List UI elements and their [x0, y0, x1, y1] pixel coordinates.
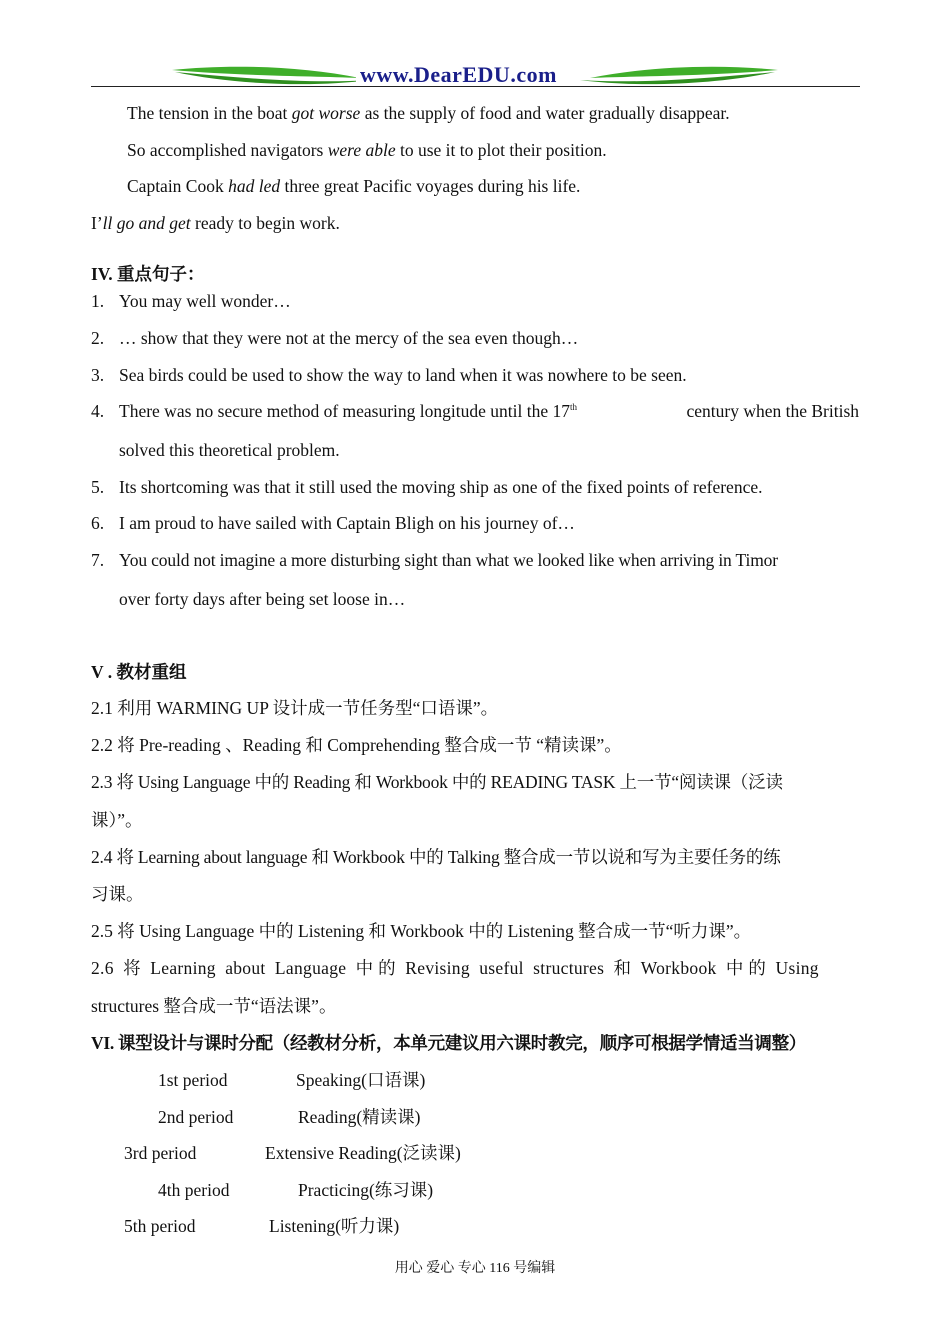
paragraph: 2.4 将 Learning about language 和 Workbook 中的 Talking 整合成一节以说和写为主要任务的练: [91, 847, 781, 867]
period-label: 2nd period: [158, 1107, 234, 1127]
list-number: 1.: [91, 291, 105, 311]
example-sentence: The tension in the boat got worse as the supply of food and water gradually disappear.: [127, 103, 730, 123]
list-item-text-part: century when the British: [686, 401, 859, 421]
list-item: … show that they were not at the mercy of the sea even though…: [119, 328, 579, 348]
list-number: 7.: [91, 550, 105, 570]
list-item-text-part: There was no secure method of measuring longitude until the 17th: [119, 401, 578, 421]
list-item: I am proud to have sailed with Captain Bligh on his journey of…: [119, 513, 575, 533]
section-heading-key-sentences: IV. 重点句子：: [91, 264, 205, 284]
example-sentence: I’ll go and get ready to begin work.: [91, 213, 340, 233]
list-item-continuation: solved this theoretical problem.: [119, 440, 340, 460]
period-label: 3rd period: [124, 1143, 197, 1163]
section-heading-lesson-design: VI. 课型设计与课时分配（经教材分析，本单元建议用六课时教完，顺序可根据学情适当调整）: [91, 1033, 806, 1053]
period-course: Listening(听力课): [269, 1216, 400, 1236]
list-item: You could not imagine a more disturbing sight than what we looked like when arriving in Timor: [119, 550, 778, 570]
period-course: Reading(精读课): [298, 1107, 421, 1127]
paragraph: 2.6 将 Learning about Language 中 的 Revising useful structures 和 Workbook 中 的 Using: [91, 958, 819, 978]
paragraph: 2.5 将 Using Language 中的 Listening 和 Workbook 中的 Listening 整合成一节“听力课”。: [91, 921, 752, 941]
period-label: 4th period: [158, 1180, 230, 1200]
paragraph: 2.2 将 Pre-reading 、Reading 和 Comprehending 整合成一节 “精读课”。: [91, 735, 622, 755]
list-number: 4.: [91, 401, 105, 421]
header-rule: [91, 86, 860, 87]
paragraph-continuation: 习课。: [91, 884, 144, 904]
paragraph-continuation: structures 整合成一节“语法课”。: [91, 996, 337, 1016]
list-item: Sea birds could be used to show the way to land when it was nowhere to be seen.: [119, 365, 687, 385]
section-heading-material-reorganization: V . 教材重组: [91, 662, 187, 682]
list-number: 6.: [91, 513, 105, 533]
period-label: 5th period: [124, 1216, 196, 1236]
site-logo-text[interactable]: www.DearEDU.com: [356, 63, 561, 87]
example-sentence: Captain Cook had led three great Pacific voyages during his life.: [127, 176, 581, 196]
list-item: Its shortcoming was that it still used the moving ship as one of the fixed points of reference.: [119, 477, 763, 497]
period-course: Extensive Reading(泛读课): [265, 1143, 461, 1163]
list-item-continuation: over forty days after being set loose in…: [119, 589, 406, 609]
paragraph: 2.1 利用 WARMING UP 设计成一节任务型“口语课”。: [91, 698, 499, 718]
example-sentence: So accomplished navigators were able to use it to plot their position.: [127, 140, 607, 160]
paragraph-continuation: 课）”。: [91, 810, 143, 830]
list-item: You may well wonder…: [119, 291, 291, 311]
period-label: 1st period: [158, 1070, 228, 1090]
paragraph: 2.3 将 Using Language 中的 Reading 和 Workbook 中的 READING TASK 上一节“阅读课（泛读: [91, 772, 783, 792]
list-item: [119, 400, 859, 422]
page-footer: 用心 爱心 专心 116 号编辑: [394, 1261, 556, 1276]
period-course: Speaking(口语课): [296, 1070, 426, 1090]
list-number: 2.: [91, 328, 105, 348]
period-course: Practicing(练习课): [298, 1180, 434, 1200]
list-number: 5.: [91, 477, 105, 497]
list-number: 3.: [91, 365, 105, 385]
